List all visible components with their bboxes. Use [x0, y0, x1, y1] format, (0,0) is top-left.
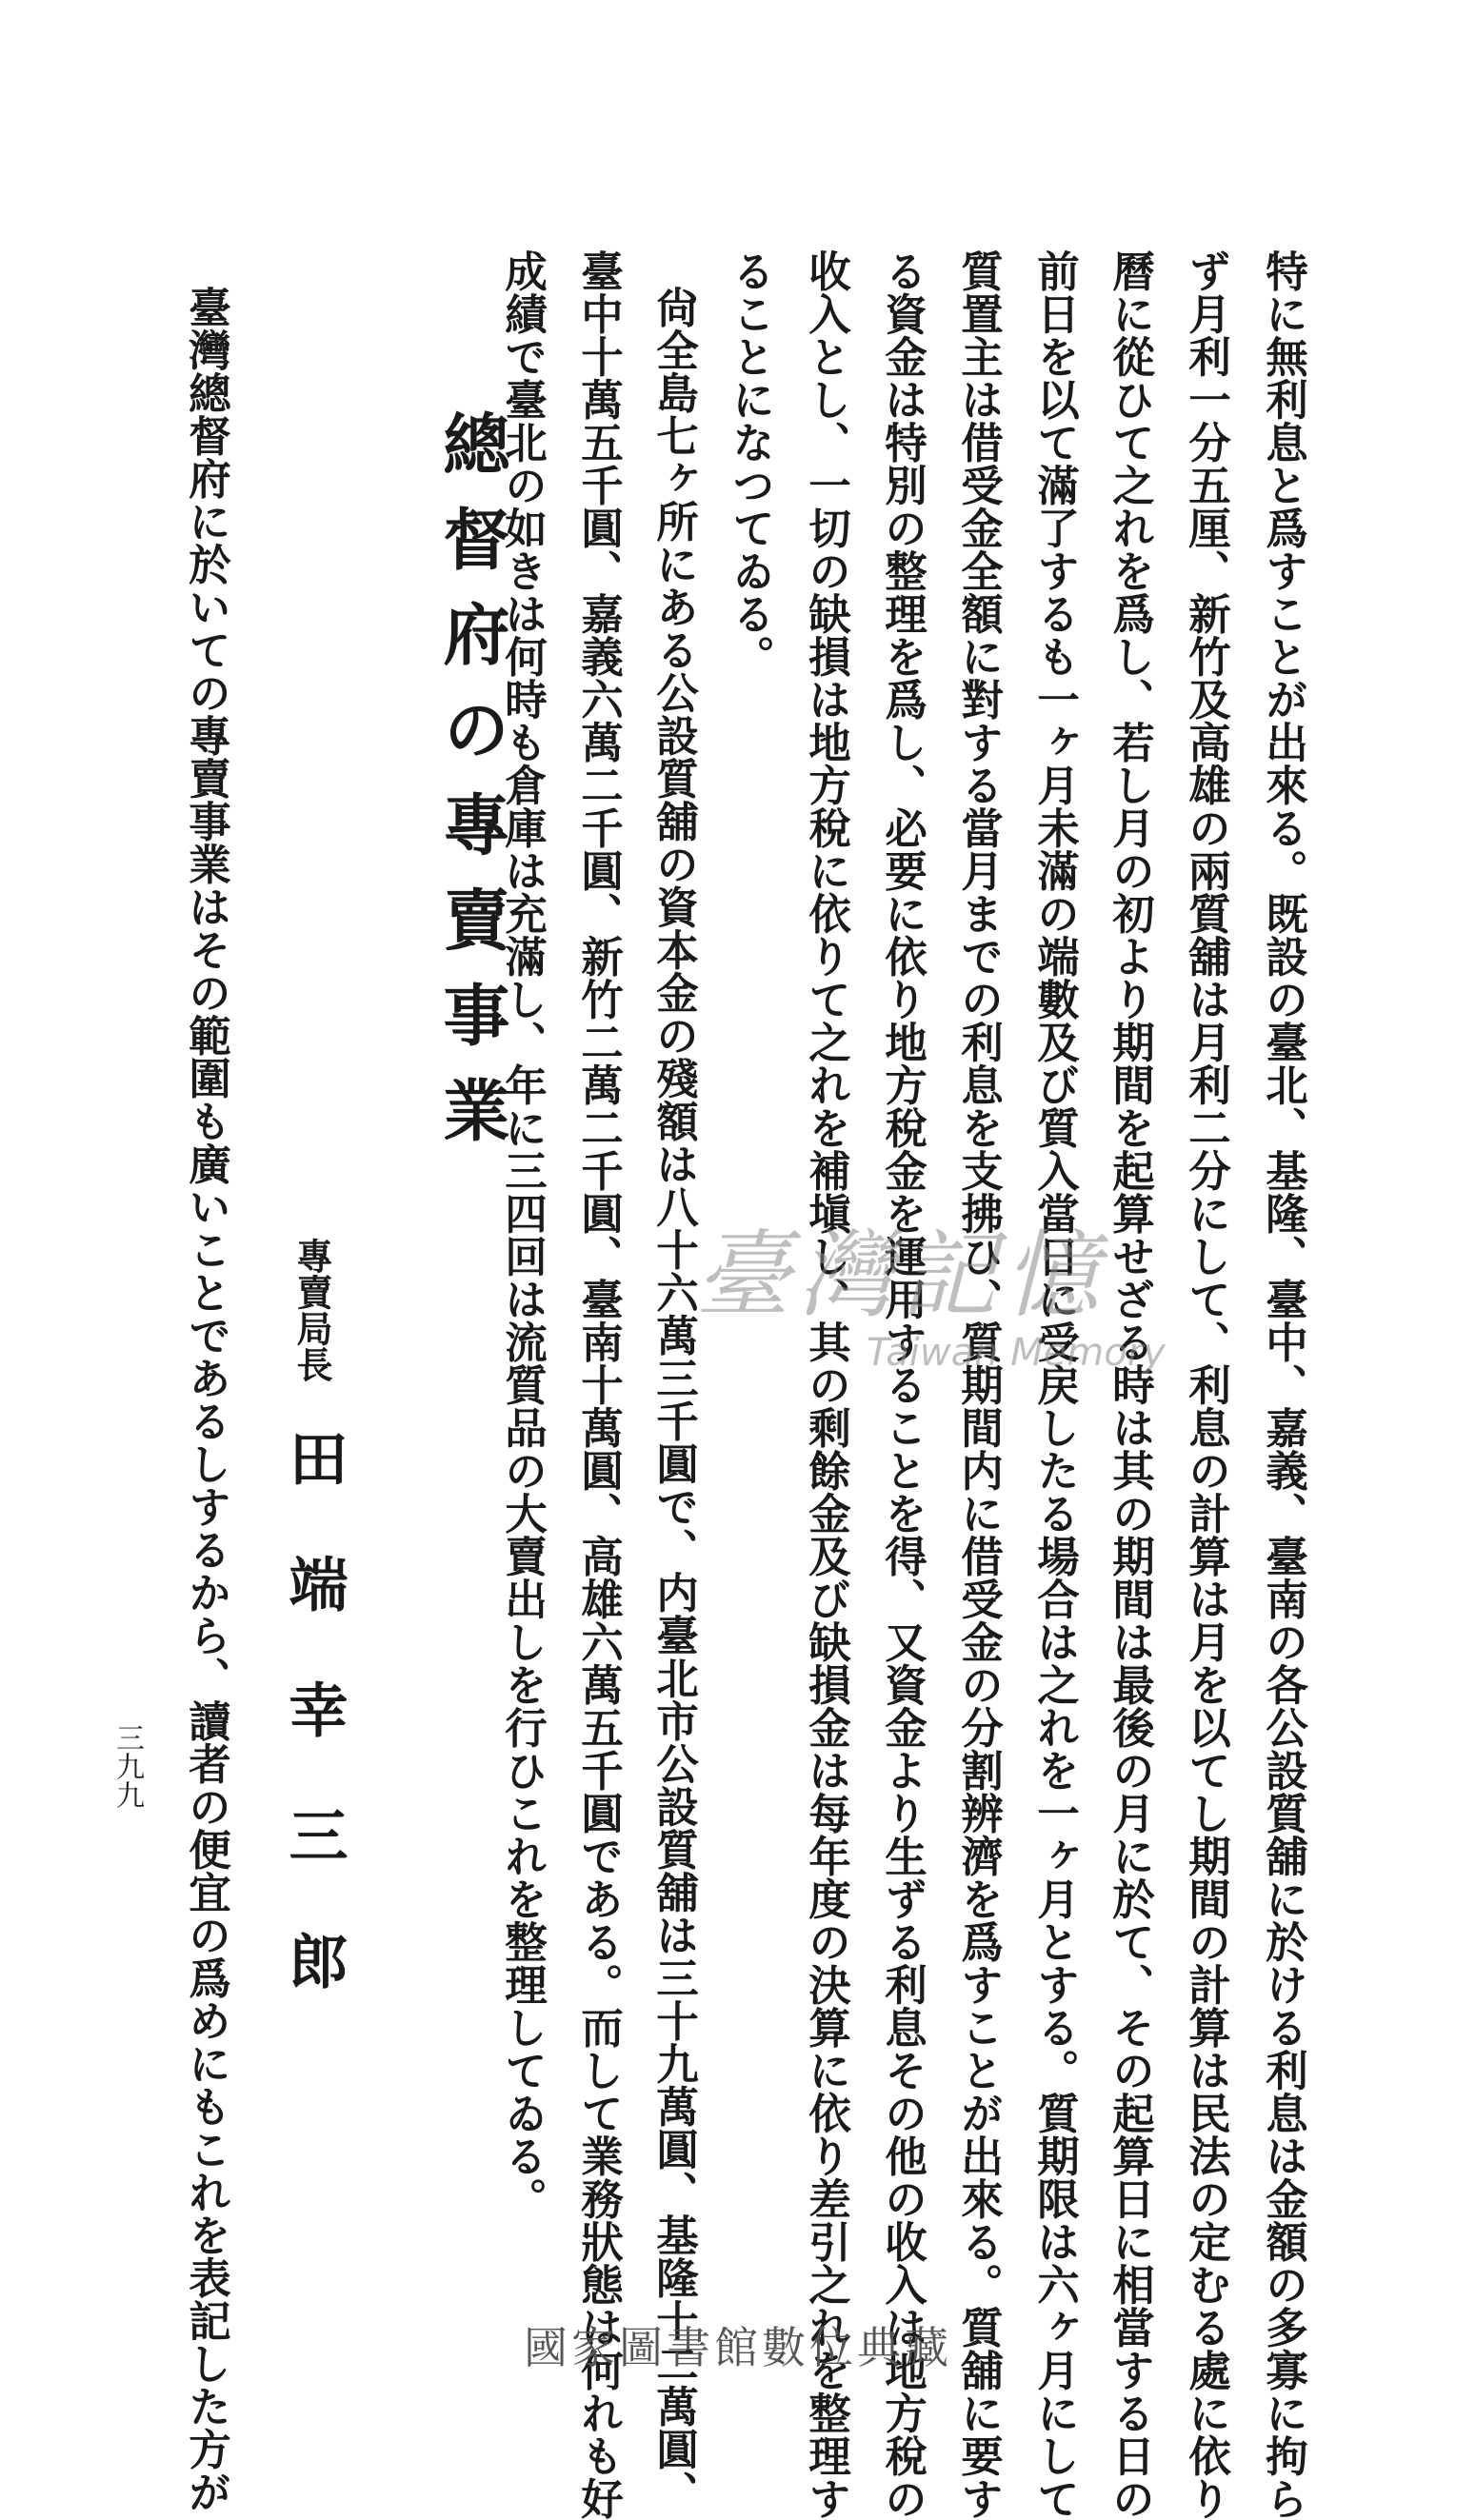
footer-archive-label: 國家圖書館數位典藏 [524, 2322, 952, 2373]
watermark-sub-text: Taiwan Memory [867, 1331, 1166, 1375]
body-line-6: る資金は特別の整理を爲し、必要に依り地方稅金を運用することを得、又資金より生ずる利息その他の收入は地方稅の [877, 249, 927, 2520]
watermark-logo [695, 1220, 1238, 1390]
body-line-9: 尙全島七ヶ所にある公設質舖の資本金の殘額は八十六萬三千圓で、内臺北市公設質舖は三十九萬圓、基隆十二萬圓、 [648, 286, 699, 2513]
body-line-1: 特に無利息と爲すことが出來る。既設の臺北、基隆、臺中、嘉義、臺南の各公設質舖に於ける利息は金額の多寡に拘ら [1258, 249, 1308, 2520]
page-number: 三九九 [110, 1723, 144, 1809]
section-title: 總督府の專賣事業 [432, 409, 511, 1171]
author-name: 田端幸三郎 [279, 1428, 349, 2056]
body-line-10: 臺中十萬五千圓、嘉義六萬二千圓、新竹二萬二千圓、臺南十萬圓、高雄六萬五千圓である。而して業務狀態は何れも好 [573, 249, 624, 2520]
body-line-11: 成績で臺北の如きは何時も倉庫は充滿し、年に三四回は流質品の大賣出しを行ひこれを整理してゐる。 [497, 249, 548, 2220]
body-line-5: 質置主は借受金全額に對する當月までの利息を支拂ひ、質期間内に借受金の分割辨濟を爲すことが出來る。質舖に要す [953, 249, 1004, 2520]
author-role: 專賣局長 [290, 1238, 333, 1382]
body-line-7: 收入とし、一切の缺損は地方稅に依りて之れを補塡し、其の剩餘金及び缺損金は每年度の決算に依り差引之れを整理す [801, 249, 851, 2520]
body-line-8: ることになつてゐる。 [725, 249, 775, 678]
body-line-3: 曆に從ひて之れを爲し、若し月の初より期間を起算せざる時は其の期間は最後の月に於て、その起算日に相當する日の [1105, 249, 1155, 2520]
body-line-2: ず月利一分五厘、新竹及高雄の兩質舖は月利二分にして、利息の計算は月を以てし期間の計算は民法の定むる處に依り [1181, 249, 1231, 2520]
body-line-4: 前日を以て滿了するも一ヶ月未滿の端數及び質入當日に受戻したる場合は之れを一ヶ月とする。質期限は六ヶ月にして [1029, 249, 1080, 2520]
watermark-main-text: 臺灣記憶 [695, 1220, 1107, 1331]
section-body-line-1: 臺灣總督府に於いての專賣事業はその範圍も廣いことであるしするから、讀者の便宜の爲めにもこれを表記した方が [181, 286, 231, 2513]
